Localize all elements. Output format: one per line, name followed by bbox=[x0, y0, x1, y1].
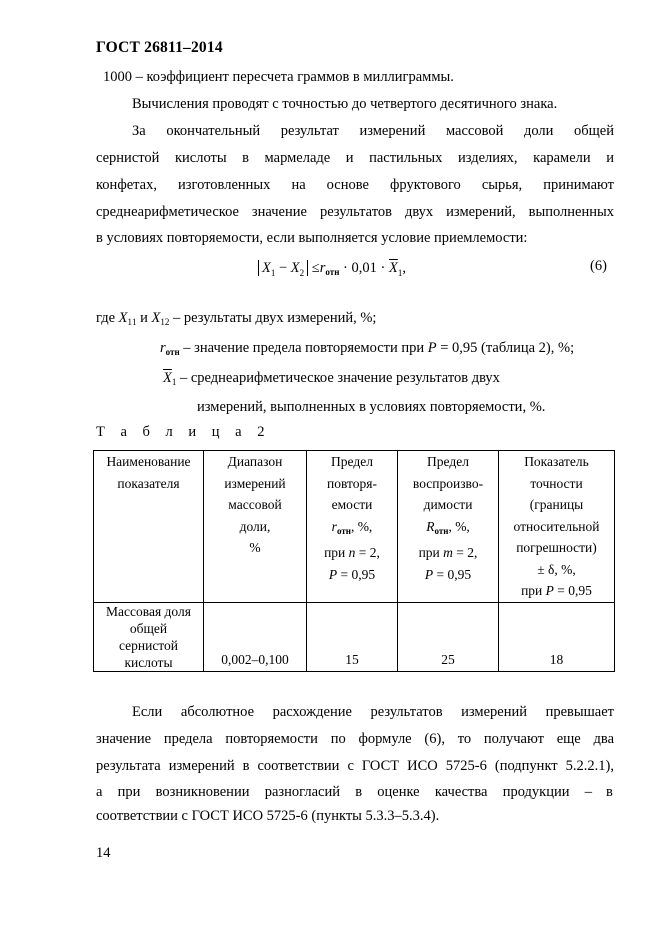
paragraph-line: соответствии с ГОСТ ИСО 5725-6 (пункты 5.3.3–5.3.4). bbox=[96, 808, 440, 824]
header-cell-indicator: Наименование показателя bbox=[94, 451, 204, 603]
paragraph-word: в bbox=[606, 784, 613, 800]
document-header: ГОСТ 26811–2014 bbox=[96, 39, 223, 56]
paragraph-line: среднеарифметическое значение результатов двух измерений, выполненных bbox=[96, 204, 614, 220]
header-cell-reproducibility: Предел воспроизво- димости $R_{отн}$, %, при m = 2, P = 0,95 bbox=[398, 451, 499, 603]
where-line: $\overline{X}_1$ – среднеарифметическое значение результатов двух bbox=[163, 370, 500, 387]
cell-repeatability: 15 bbox=[307, 602, 398, 671]
table-row bbox=[94, 602, 615, 671]
text-line: Вычисления проводят с точностью до четвертого десятичного знака. bbox=[132, 96, 558, 112]
absolute-value: $X_1 - X_2$ bbox=[258, 260, 308, 276]
cell-range: 0,002–0,100 bbox=[204, 602, 307, 671]
paragraph-line: Если абсолютное расхождение результатов измерений превышает bbox=[132, 704, 614, 720]
paragraph-line: конфетах, изготовленных на основе фруктового сырья, принимают bbox=[96, 177, 614, 193]
table-2 bbox=[93, 450, 615, 672]
cell-indicator-name: Массовая доля общей сернистой кислоты bbox=[94, 602, 204, 671]
paragraph-line: а при возникновении разногласий в оценке качества продукции – bbox=[96, 784, 592, 800]
header-cell-range: Диапазон измерений массовой доли, % bbox=[204, 451, 307, 603]
header-cell-repeatability: Предел повторя- емости $r_{отн}$, %, при n = 2, P = 0,95 bbox=[307, 451, 398, 603]
paragraph-line: в условиях повторяемости, если выполняется условие приемлемости: bbox=[96, 230, 528, 246]
equation-number: (6) bbox=[590, 258, 607, 274]
paragraph-line: сернистой кислоты в мармеладе и пастильных изделиях, карамели и bbox=[96, 150, 614, 166]
table-header-row bbox=[94, 451, 615, 603]
table-caption: Т а б л и ц а 2 bbox=[96, 424, 271, 440]
paragraph-line: результата измерений в соответствии с ГОСТ ИСО 5725-6 (подпункт 5.2.2.1), bbox=[96, 758, 614, 774]
formula-6: $X_1 - X_2 \le r_{отн} \cdot 0,01 \cdot \overline{X}_1$, bbox=[258, 258, 406, 283]
text-line: 1000 – коэффициент пересчета граммов в миллиграммы. bbox=[103, 69, 454, 85]
where-line: где $X_{11}$ и $X_{12}$ – результаты двух измерений, %; bbox=[96, 310, 377, 327]
page-number: 14 bbox=[96, 845, 111, 861]
paragraph-line: значение предела повторяемости по формуле (6), то получают еще два bbox=[96, 731, 614, 747]
where-line: измерений, выполненных в условиях повторяемости, %. bbox=[197, 399, 546, 415]
header-cell-accuracy: Показатель точности (границы относительной погрешности) ± δ, %, при P = 0,95 bbox=[499, 451, 615, 603]
cell-accuracy: 18 bbox=[499, 602, 615, 671]
where-line: $r_{отн}$ – значение предела повторяемости при P = 0,95 (таблица 2), %; bbox=[160, 340, 575, 357]
paragraph-line: За окончательный результат измерений массовой доли общей bbox=[132, 123, 614, 139]
cell-reproducibility: 25 bbox=[398, 602, 499, 671]
